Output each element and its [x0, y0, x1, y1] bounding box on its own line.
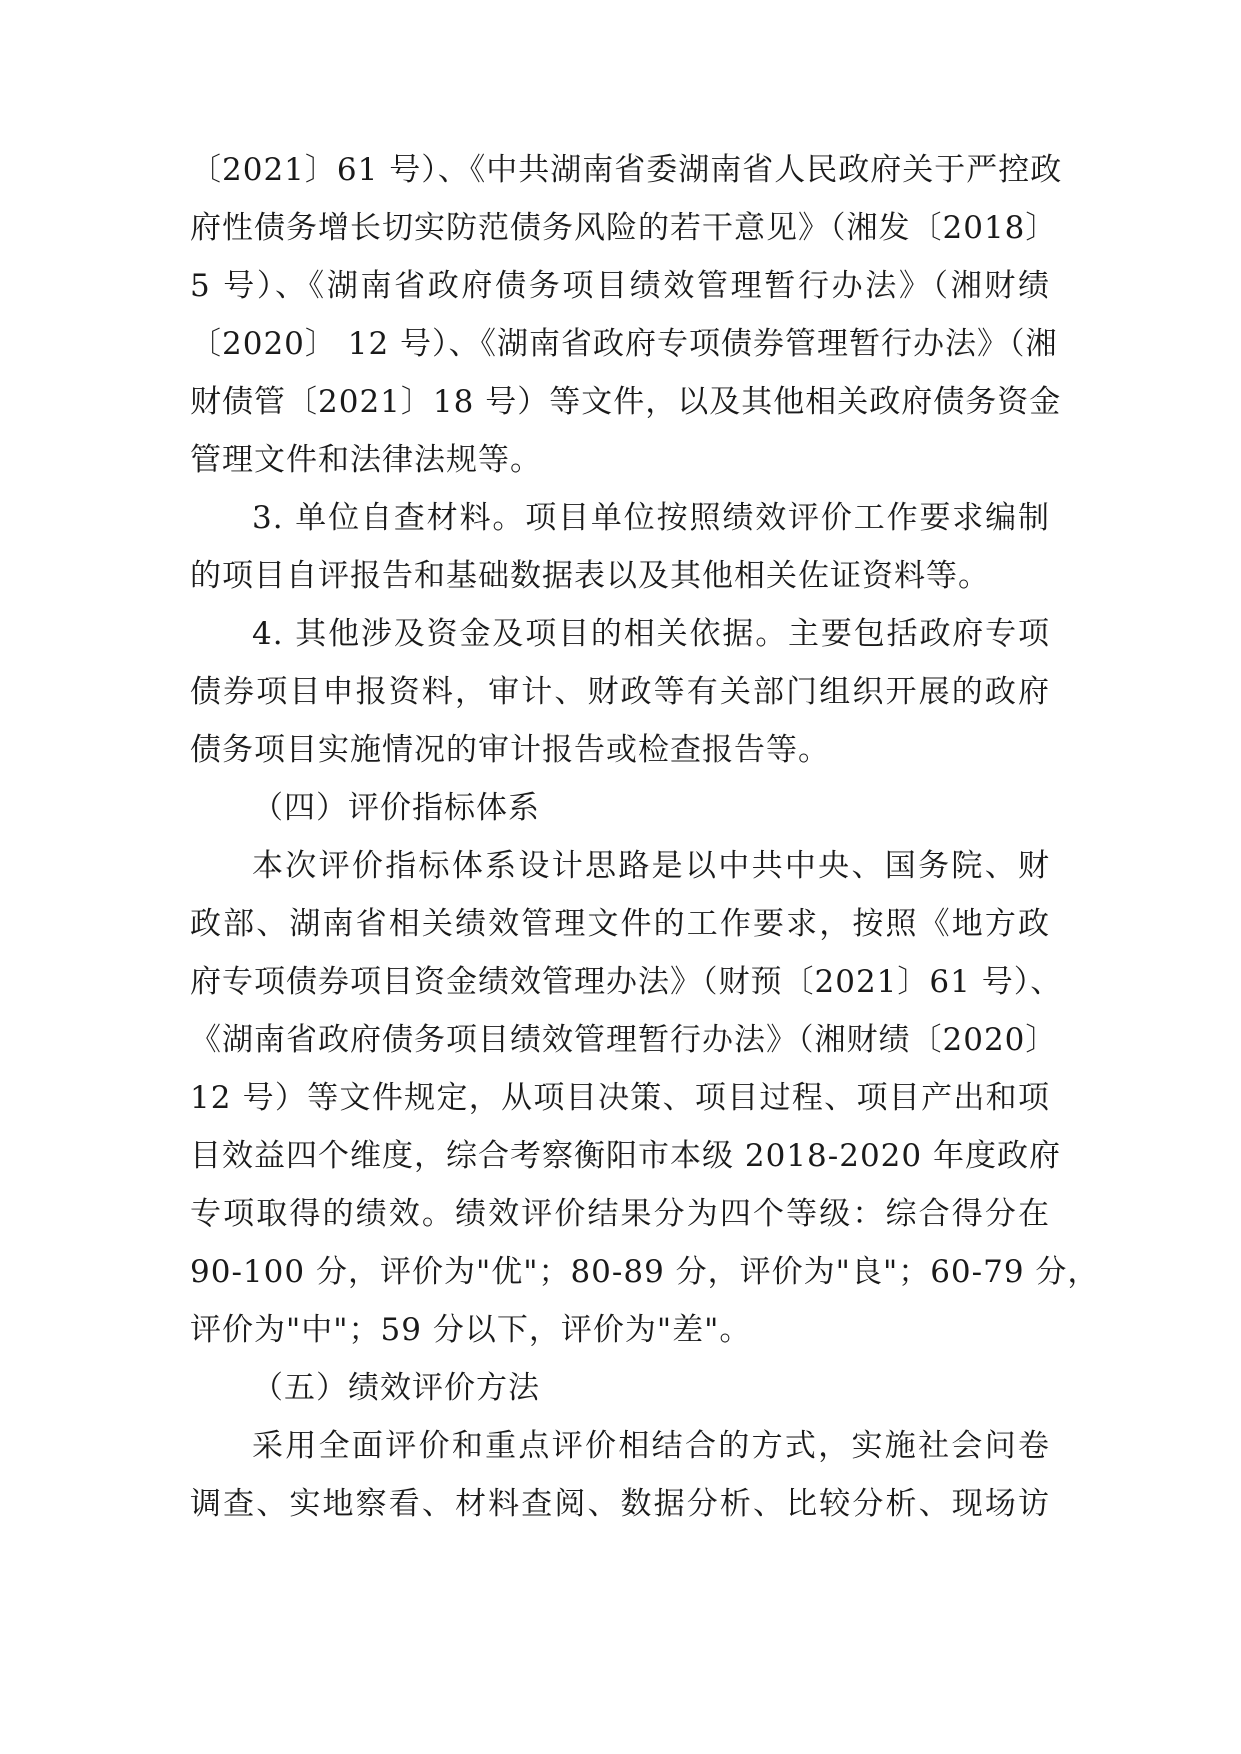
numbered-paragraph-4: 4. 其他涉及资金及项目的相关依据。主要包括政府专项 [252, 616, 1050, 652]
body-text-line: 府专项债券项目资金绩效管理办法》（财预〔2021〕61 号）、 [190, 964, 1063, 1000]
body-text-line: 5 号）、《湖南省政府债务项目绩效管理暂行办法》（湘财绩 [190, 268, 1050, 304]
body-text-line: 评价为"中"；59 分以下，评价为"差"。 [190, 1312, 752, 1348]
paragraph-start: 本次评价指标体系设计思路是以中共中央、国务院、财 [252, 848, 1050, 884]
body-text-line: 管理文件和法律法规等。 [190, 442, 542, 478]
body-text-line: 财债管〔2021〕18 号）等文件，以及其他相关政府债务资金 [190, 384, 1062, 420]
paragraph-start: 采用全面评价和重点评价相结合的方式，实施社会问卷 [252, 1428, 1050, 1464]
numbered-paragraph-3: 3. 单位自查材料。项目单位按照绩效评价工作要求编制 [252, 500, 1050, 536]
body-text-line: 《湖南省政府债务项目绩效管理暂行办法》（湘财绩〔2020〕 [190, 1022, 1058, 1058]
section-heading-4: （四）评价指标体系 [252, 790, 540, 826]
body-text-line: 的项目自评报告和基础数据表以及其他相关佐证资料等。 [190, 558, 990, 594]
body-text-line: 〔2021〕61 号）、《中共湖南省委湖南省人民政府关于严控政 [190, 152, 1063, 188]
body-text-line: 目效益四个维度，综合考察衡阳市本级 2018-2020 年度政府 [190, 1138, 1061, 1174]
body-text-line: 〔2020〕 12 号）、《湖南省政府专项债券管理暂行办法》（湘 [190, 326, 1058, 362]
body-text-line: 债券项目申报资料，审计、财政等有关部门组织开展的政府 [190, 674, 1050, 710]
body-text-line: 债务项目实施情况的审计报告或检查报告等。 [190, 732, 830, 768]
section-heading-5: （五）绩效评价方法 [252, 1370, 540, 1406]
body-text-line: 府性债务增长切实防范债务风险的若干意见》（湘发〔2018〕 [190, 210, 1058, 246]
body-text-line: 调查、实地察看、材料查阅、数据分析、比较分析、现场访 [190, 1486, 1050, 1522]
body-text-line: 专项取得的绩效。绩效评价结果分为四个等级：综合得分在 [190, 1196, 1050, 1232]
body-text-line: 90-100 分，评价为"优"；80-89 分，评价为"良"；60-79 分， [190, 1254, 1100, 1290]
body-text-line: 12 号）等文件规定，从项目决策、项目过程、项目产出和项 [190, 1080, 1050, 1116]
body-text-line: 政部、湖南省相关绩效管理文件的工作要求，按照《地方政 [190, 906, 1050, 942]
